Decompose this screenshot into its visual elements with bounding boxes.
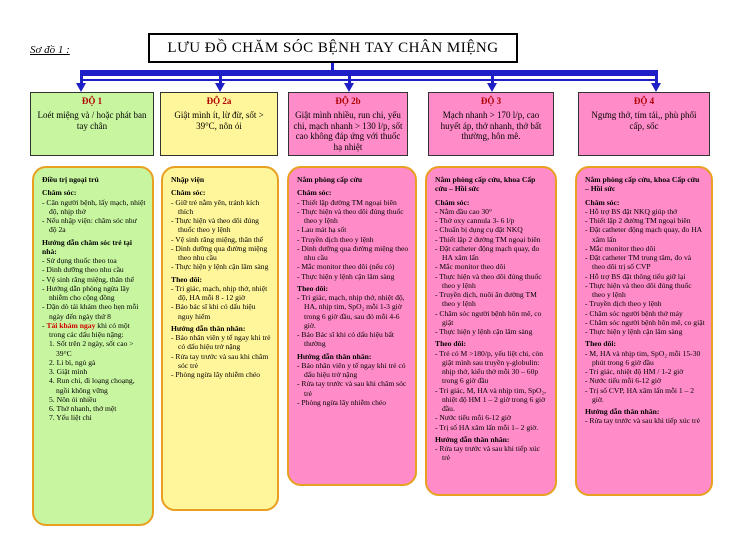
care-item: - Dặn dò tái khám theo hẹn mỗi ngày đến ngày thứ 8 [42, 302, 139, 321]
horizontal-connector [80, 70, 658, 76]
care-item: - Tri giác, nhiệt độ HM / 1-2 giờ [585, 367, 684, 376]
section-heading: Hướng dẫn thân nhân: [297, 351, 372, 361]
stage-box-do-3 [428, 92, 554, 156]
care-item: 4. Run chi, đi loạng choạng, ngồi không vững [49, 376, 135, 395]
care-item: - Nước tiểu mỗi 6-12 giờ [435, 413, 512, 423]
care-item: - Thực hiện và theo dõi đúng thuốc theo y lệnh [171, 216, 259, 235]
care-item: - Cân người bệnh, lấy mạch, nhiệt độ, nhịp thở [42, 197, 146, 216]
care-item: - Hướng dẫn phòng ngừa lây nhiễm cho cộng đồng [42, 283, 130, 302]
care-item: - Thiết lập 2 đường TM ngoại biên [435, 234, 541, 244]
branch-line-3 [348, 70, 351, 84]
care-item: - Thực hiện y lệnh cận lâm sàng [171, 262, 269, 272]
panel-title: Nằm phòng cấp cứu [297, 175, 363, 184]
care-item: - Thực hiện y lệnh cận lâm sàng [585, 327, 683, 336]
care-item: - Báo Bác sĩ khi có dấu hiệu bất thường [297, 330, 395, 349]
section-heading: Theo dõi: [435, 339, 467, 349]
care-item: - Vệ sinh răng miệng, thân thể [171, 234, 264, 244]
care-panel-do-4 [575, 166, 713, 496]
care-item: - Báo bác sĩ khi có dấu hiệu nguy hiểm [171, 302, 256, 321]
branch-line-4 [491, 70, 494, 84]
care-item: - Giữ trẻ nằm yên, tránh kích thích [171, 197, 260, 216]
care-item: - Chuẩn bị dụng cụ đặt NKQ [435, 225, 523, 235]
stage-description: Ngưng thở, tím tái,, phù phổi cấp, sốc [591, 109, 697, 131]
care-item: - Rửa tay trước và sau khi chăm sóc trẻ [297, 379, 407, 398]
stage-description: Mạch nhanh > 170 l/p, cao huyết áp, thở nhanh, thở bất thường, hôn mê. [440, 109, 542, 142]
care-item: - Thở oxy cannula 3- 6 l/p [435, 216, 515, 225]
care-item: - Truyền dịch theo y lệnh [297, 234, 374, 244]
stage-box-do-4 [578, 92, 710, 156]
care-item: - Chăm sóc người bệnh hôn mê, co giật [435, 308, 542, 327]
care-item: 5. Nôn ói nhiều [49, 394, 97, 404]
section-heading: Chăm sóc: [42, 188, 77, 198]
care-item: - Tri giác, mạch, nhịp thở, nhiệt độ, HA, nhịp tim, SpO₂ mỗi 1-3 giờ trong 6 giờ đầu, sau đó mỗi 4-6 giờ. [297, 293, 405, 330]
care-panel-do-3 [425, 166, 557, 496]
branch-line-1 [80, 70, 83, 84]
section-heading: Chăm sóc: [297, 188, 332, 198]
panel-title: Nằm phòng cấp cứu, khoa Cấp cứu – Hồi sức [435, 175, 536, 194]
stage-box-do-1 [30, 92, 154, 156]
care-item: - Thực hiện y lệnh cận lâm sàng [435, 327, 533, 336]
care-item: - Mắc monitor theo dõi [435, 262, 506, 272]
care-item: 3. Giật mình [49, 367, 88, 376]
arrow-down-icon [487, 83, 497, 92]
panel-title: Điều trị ngoại trú [42, 175, 99, 184]
care-item: - Nếu nhập viện: chăm sóc như độ 2a [42, 216, 137, 235]
care-item: 6. Thở nhanh, thở mệt [49, 404, 117, 413]
urgent-revisit-label: Tái khám ngay [46, 320, 96, 330]
care-item: - Dinh dưỡng qua đường miệng theo nhu cầu [171, 243, 268, 262]
section-heading: Chăm sóc: [435, 197, 470, 207]
care-item: - Lau mát hạ sốt [297, 225, 347, 235]
care-item: - Trị số HA xâm lấn mỗi 1– 2 giờ. [435, 422, 539, 432]
care-item: 7. Yếu liệt chi [49, 413, 92, 423]
arrow-down-icon [344, 83, 354, 92]
diagram-label: Sơ đồ 1 : [30, 44, 70, 56]
care-item: - Trị số CVP, HA xâm lấn mỗi 1 – 2 giờ. [585, 385, 695, 404]
branch-line-2 [219, 70, 222, 84]
stage-title: ĐỘ 2b [335, 96, 361, 106]
stage-title: ĐỘ 1 [81, 96, 103, 106]
care-item: - Chăm sóc người bệnh hôn mê, co giật [585, 317, 705, 327]
care-item: - Nằm đầu cao 30° [435, 206, 493, 216]
section-heading: Theo dõi: [585, 339, 617, 349]
care-panel-do-2b [287, 166, 417, 486]
care-item: - Tái khám ngay khi có một trong các dấu hiệu nặng: [42, 320, 130, 339]
stage-description: Loét miệng và / hoặc phát ban tay chân [37, 109, 147, 131]
section-heading: Hướng dẫn thân nhân: [435, 434, 510, 444]
stage-box-do-2b [288, 92, 408, 156]
section-heading: Chăm sóc: [171, 188, 206, 198]
care-item: - Tri giác, M, HA và nhịp tim, SpO₂, nhiệt độ HM 1 – 2 giờ trong 6 giờ đầu. [435, 385, 547, 413]
care-item: - Trẻ có M >180/p, yếu liệt chi, còn giật mình sau truyền γ-globulin: nhịp thở, kiểu thở mỗi 30 – 60p trong 6 giờ đầu [435, 348, 544, 386]
stage-title: ĐỘ 4 [633, 96, 655, 106]
care-item: - Nước tiểu mỗi 6-12 giờ [585, 376, 662, 386]
stage-box-do-2a [160, 92, 278, 156]
stage-title: ĐỘ 3 [480, 96, 502, 106]
horizontal-connector-lower [80, 79, 658, 81]
care-item: - Thực hiện và theo dõi đúng thuốc theo y lệnh [297, 206, 404, 225]
care-item: - Thực hiện và theo dõi đúng thuốc theo y lệnh [585, 280, 692, 299]
care-item: - Phòng ngừa lây nhiễm chéo [297, 397, 387, 407]
care-item: - Thiết lập 2 đường TM ngoại biên [585, 216, 691, 225]
stage-description: Giật mình ít, lừ đừ, sốt > 39°C, nôn ói [174, 109, 264, 131]
care-item: - Mắc monitor theo dõi [585, 243, 656, 253]
arrow-down-icon [651, 83, 661, 92]
care-item: 2. Li bì, ngủ gà [49, 357, 96, 367]
care-item: - Truyền dịch, nuôi ăn đường TM theo y lệnh [435, 290, 537, 309]
care-item: - Truyền dịch theo y lệnh [585, 299, 662, 309]
care-item: - Thực hiện y lệnh cận lâm sàng [297, 271, 395, 281]
diagram-title: LƯU ĐỒ CHĂM SÓC BỆNH TAY CHÂN MIỆNG [148, 33, 518, 63]
section-heading: Chăm sóc: [585, 197, 620, 207]
care-item: - M, HA và nhịp tim, SpO₂ mỗi 15-30 phút trong 6 giờ đầu [585, 348, 701, 367]
arrow-down-icon [76, 83, 86, 92]
branch-line-5 [655, 70, 658, 84]
care-item: - Đặt catheter TM trung tâm, đo và theo dõi trị số CVP [585, 253, 692, 272]
stage-title: ĐỘ 2a [206, 96, 232, 106]
panel-title: Nhập viện [171, 175, 205, 184]
panel-title: Nằm phòng cấp cứu, khoa Cấp cứu – Hồi sức [585, 175, 700, 194]
care-item: - Dinh dưỡng theo nhu cầu [42, 265, 124, 275]
care-item: - Mắc monitor theo dõi (nếu có) [297, 262, 395, 272]
care-panel-do-1 [32, 166, 154, 526]
care-item: - Thực hiện và theo dõi đúng thuốc theo y lệnh [435, 271, 542, 290]
care-item: - Đặt catheter động mạch quay, đo HA xâm lấn [435, 243, 540, 262]
section-heading: Hướng dẫn thân nhân: [171, 323, 246, 333]
care-item: - Thiết lập đường TM ngoại biên [297, 197, 397, 207]
care-item: - Hỗ trợ BS đặt NKQ giúp thở [585, 206, 678, 216]
care-item: - Đặt catheter động mạch quay, đo HA xâm lấn [585, 225, 702, 244]
care-item: - Rửa tay trước và sau khi chăm sóc trẻ [171, 351, 269, 370]
care-item: - Rửa tay trước và sau khi tiếp xúc trẻ [435, 444, 541, 463]
care-item: - Hỗ trợ BS đặt thông tiểu giữ lại [585, 271, 686, 281]
care-item: - Phòng ngừa lây nhiễm chéo [171, 370, 261, 379]
care-item: - Tri giác, mạch, nhịp thở, nhiệt độ, HA mỗi 8 - 12 giờ [171, 283, 268, 302]
stage-description: Giật mình nhiều, run chi, yếu chi, mạch nhanh > 130 l/p, sốt cao không đáp ứng với thuốc hạ nhiệt [293, 109, 403, 153]
care-item: - Sử dụng thuốc theo toa [42, 256, 117, 265]
care-item: - Báo nhân viên y tế ngay khi trẻ có dấu hiệu trở nặng [171, 333, 271, 352]
care-panel-do-2a [161, 166, 279, 511]
section-heading: Hướng dẫn thân nhân: [585, 407, 660, 416]
care-item: - Chăm sóc người bệnh thở máy [585, 308, 683, 318]
arrow-down-icon [215, 83, 225, 92]
section-heading: Hướng dẫn chăm sóc trẻ tại nhà: [42, 237, 132, 256]
section-heading: Theo dõi: [171, 274, 203, 284]
care-item: - Rửa tay trước và sau khi tiếp xúc trẻ [585, 416, 700, 426]
care-item: - Vệ sinh răng miệng, thân thể [42, 274, 135, 284]
section-heading: Theo dõi: [297, 283, 329, 293]
care-item: - Dinh dưỡng qua đường miệng theo nhu cầu [297, 243, 409, 262]
care-item: 1. Sốt trên 2 ngày, sốt cao > 39°C [49, 339, 134, 358]
care-item: - Báo nhân viên y tế ngay khi trẻ có dấu hiệu trở nặng [297, 360, 406, 379]
